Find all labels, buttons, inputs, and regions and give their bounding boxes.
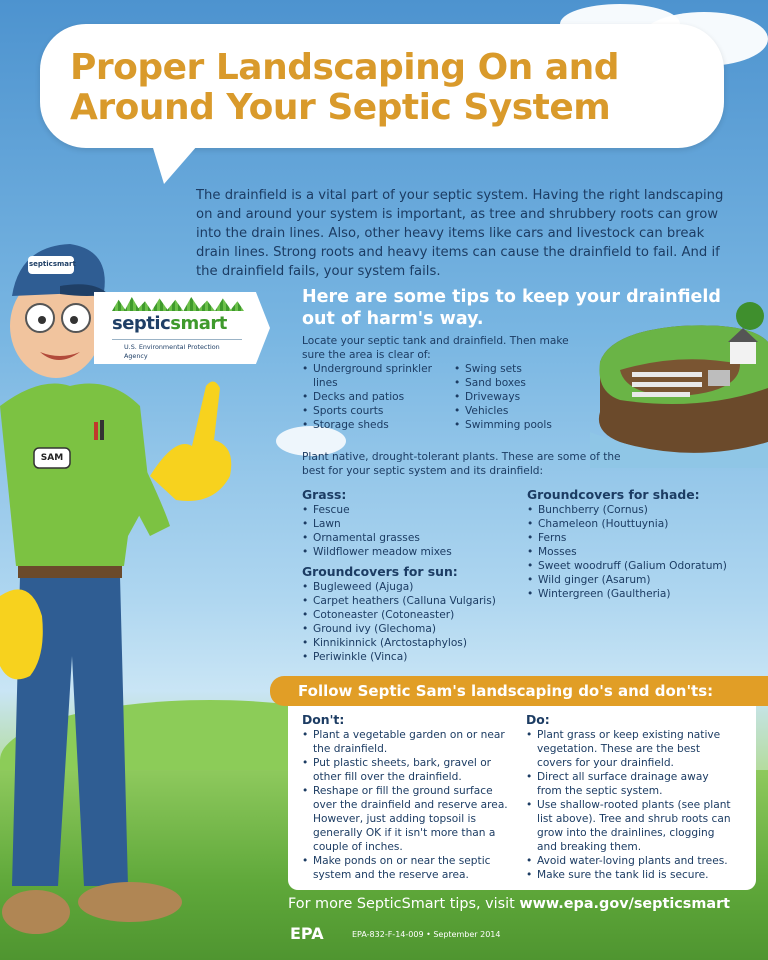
clear-list-2 xyxy=(454,362,594,432)
locate-instruction: Locate your septic tank and drainfield. Then make sure the area is clear of: xyxy=(302,335,569,361)
shade-section xyxy=(527,487,747,601)
intro-paragraph: The drainfield is a vital part of your septic system. Having the right landscaping on and around your system is important, as tree and shrubbery roots can grow into the drain lines. Also, other heavy items like cars and livestock can break drain lines. Strong roots and heavy items can cause the drainfield to fail. And if the drainfield fails, your system fails. xyxy=(196,188,724,279)
footer-prefix: For more SepticSmart tips, visit xyxy=(288,896,520,912)
bubble-tail xyxy=(150,138,204,184)
list-item: • Ground ivy (Glechoma) xyxy=(302,622,522,636)
dos-donts-banner-text: Follow Septic Sam's landscaping do's and don'ts: xyxy=(298,682,714,700)
list-item: • Underground sprinkler lines xyxy=(302,362,450,390)
tips-heading: Here are some tips to keep your drainfield out of harm's way. xyxy=(302,287,721,329)
list-item: • Plant grass or keep existing native vegetation. These are the best covers for your drainfield. xyxy=(526,728,734,770)
list-item: • Wildflower meadow mixes xyxy=(302,545,522,559)
list-item: • Reshape or fill the ground surface over the drainfield and reserve area. However, just adding topsoil is generally OK if it isn't more than a couple of inches. xyxy=(302,784,514,854)
list-item: • Storage sheds xyxy=(302,418,450,432)
list-item: • Put plastic sheets, bark, gravel or other fill over the drainfield. xyxy=(302,756,514,784)
list-item: • Swing sets xyxy=(454,362,594,376)
list-item: • Direct all surface drainage away from the septic system. xyxy=(526,770,734,798)
list-item: • Avoid water-loving plants and trees. xyxy=(526,854,734,868)
logo-part-2: smart xyxy=(170,313,227,334)
list-item: • Ornamental grasses xyxy=(302,531,522,545)
list-item: • Periwinkle (Vinca) xyxy=(302,650,522,664)
list-item: • Bunchberry (Cornus) xyxy=(527,503,747,517)
badge-divider xyxy=(112,339,242,340)
sun-list xyxy=(302,580,522,664)
logo-part-1: septic xyxy=(112,313,171,334)
list-item: • Bugleweed (Ajuga) xyxy=(302,580,522,594)
list-item: • Cotoneaster (Cotoneaster) xyxy=(302,608,522,622)
dont-heading: Don't: xyxy=(302,712,345,727)
list-item: • Carpet heathers (Calluna Vulgaris) xyxy=(302,594,522,608)
list-item: • Ferns xyxy=(527,531,747,545)
name-tag-text: SAM xyxy=(40,453,64,463)
list-item: • Wintergreen (Gaultheria) xyxy=(527,587,747,601)
shade-heading: Groundcovers for shade: xyxy=(527,487,700,502)
plant-instruction: Plant native, drought-tolerant plants. These are some of the best for your septic system and its drainfield: xyxy=(302,451,621,477)
publication-code: EPA-832-F-14-009 • September 2014 xyxy=(352,930,501,939)
list-item: • Mosses xyxy=(527,545,747,559)
dont-column xyxy=(302,712,514,882)
list-item: • Sweet woodruff (Galium Odoratum) xyxy=(527,559,747,573)
list-item: • Swimming pools xyxy=(454,418,594,432)
list-item: • Use shallow-rooted plants (see plant list above). Tree and shrub roots can grow into the drainlines, clogging and breaking them. xyxy=(526,798,734,854)
footer-url-link[interactable]: www.epa.gov/septicsmart xyxy=(519,896,731,912)
footer-text xyxy=(288,894,738,914)
list-item: • Make ponds on or near the septic system and the reserve area. xyxy=(302,854,514,882)
shade-list xyxy=(527,503,747,601)
grass-section xyxy=(302,487,522,559)
list-item: • Make sure the tank lid is secure. xyxy=(526,868,734,882)
list-item: • Wild ginger (Asarum) xyxy=(527,573,747,587)
epa-logo: EPA xyxy=(290,924,324,943)
list-item: • Kinnikinnick (Arctostaphylos) xyxy=(302,636,522,650)
agency-name: U.S. Environmental Protection Agency xyxy=(124,343,220,360)
sun-section xyxy=(302,564,522,664)
clear-list-1 xyxy=(302,362,450,432)
septicsmart-logo-text xyxy=(112,313,252,335)
list-item: • Lawn xyxy=(302,517,522,531)
list-item: • Chameleon (Houttuynia) xyxy=(527,517,747,531)
do-heading: Do: xyxy=(526,712,550,727)
grass-list xyxy=(302,503,522,559)
do-list xyxy=(526,728,734,882)
sun-heading: Groundcovers for sun: xyxy=(302,564,458,579)
list-item: • Sand boxes xyxy=(454,376,594,390)
list-item: • Sports courts xyxy=(302,404,450,418)
grass-heading: Grass: xyxy=(302,487,347,502)
list-item: • Vehicles xyxy=(454,404,594,418)
list-item: • Driveways xyxy=(454,390,594,404)
list-item: • Fescue xyxy=(302,503,522,517)
list-item: • Decks and patios xyxy=(302,390,450,404)
page-title: Proper Landscaping On and Around Your Septic System xyxy=(70,47,620,128)
dont-list xyxy=(302,728,514,882)
hat-logo-text: septicsmart xyxy=(29,260,76,268)
list-item: • Plant a vegetable garden on or near the drainfield. xyxy=(302,728,514,756)
do-column xyxy=(526,712,734,882)
